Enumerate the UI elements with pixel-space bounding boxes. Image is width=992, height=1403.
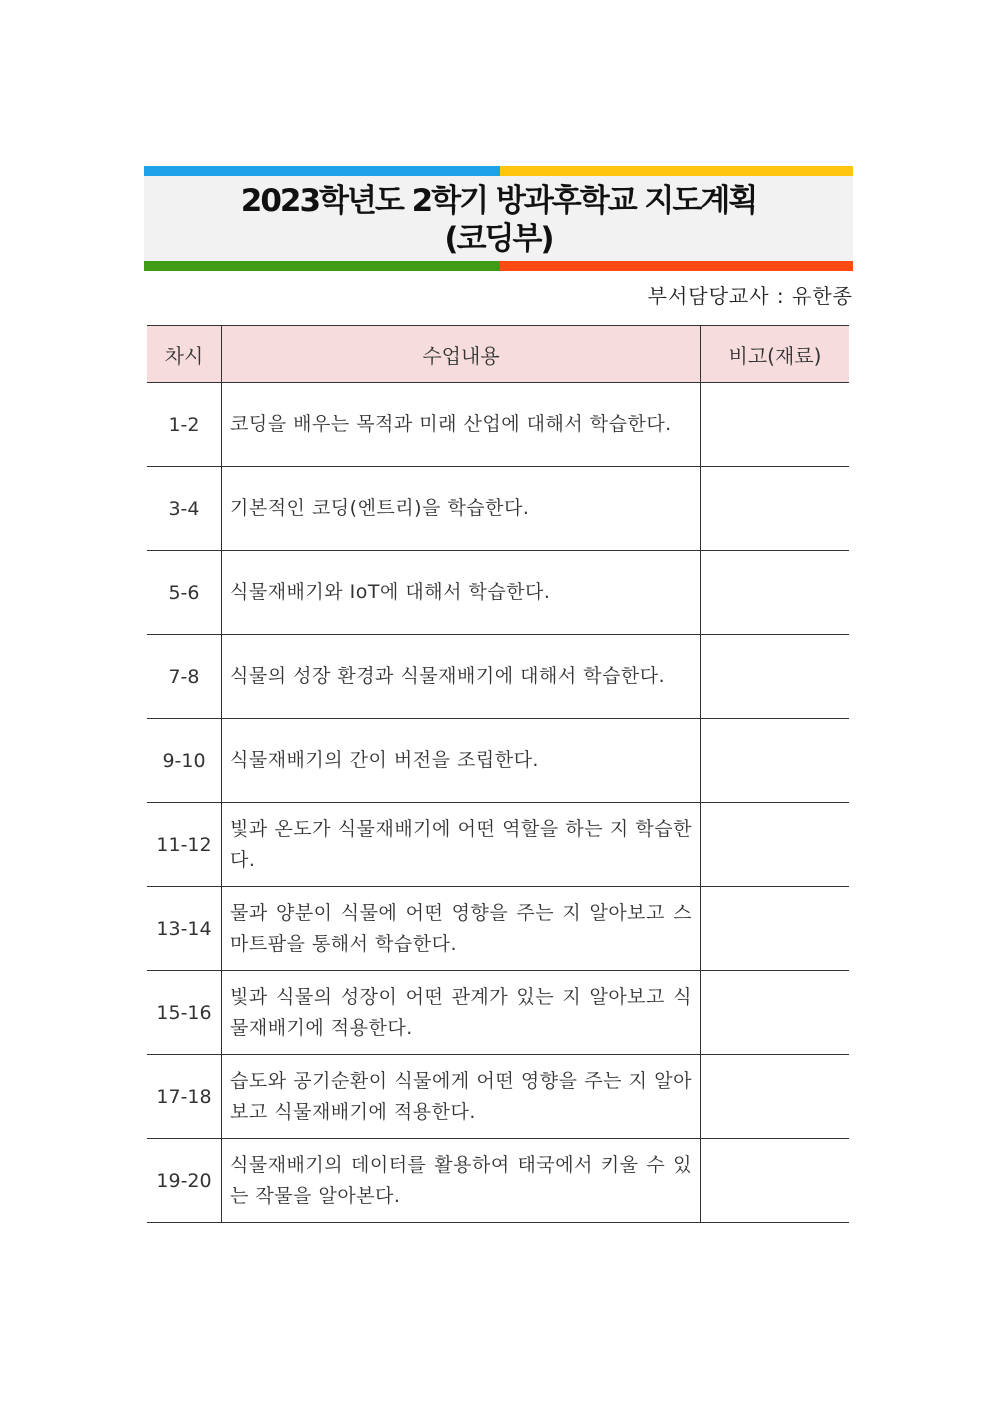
table-row [147, 383, 849, 467]
note-cell [701, 887, 850, 971]
note-cell [701, 635, 850, 719]
table-row [147, 635, 849, 719]
banner-bar-top-right [500, 166, 853, 176]
session-cell: 3-4 [147, 467, 222, 551]
teacher-in-charge: 부서담당교사 : 유한종 [647, 284, 853, 308]
page-title [144, 178, 853, 261]
content-cell: 빛과 식물의 성장이 어떤 관계가 있는 지 알아보고 식물재배기에 적용한다. [222, 971, 701, 1055]
column-header-content: 수업내용 [222, 326, 701, 383]
content-cell: 빛과 온도가 식물재배기에 어떤 역할을 하는 지 학습한다. [222, 803, 701, 887]
banner-bar-bottom-right [500, 261, 853, 271]
session-cell: 5-6 [147, 551, 222, 635]
content-cell: 물과 양분이 식물에 어떤 영향을 주는 지 알아보고 스마트팜을 통해서 학습한다. [222, 887, 701, 971]
table-header-row [147, 326, 849, 383]
content-cell: 식물재배기와 IoT에 대해서 학습한다. [222, 551, 701, 635]
title-line-2: (코딩부) [444, 220, 553, 257]
table-row [147, 887, 849, 971]
title-banner [144, 166, 853, 271]
session-cell: 1-2 [147, 383, 222, 467]
table-row [147, 1139, 849, 1223]
content-cell: 기본적인 코딩(엔트리)을 학습한다. [222, 467, 701, 551]
note-cell [701, 467, 850, 551]
table-row [147, 1055, 849, 1139]
content-cell: 식물재배기의 간이 버전을 조립한다. [222, 719, 701, 803]
session-cell: 9-10 [147, 719, 222, 803]
session-cell: 13-14 [147, 887, 222, 971]
table-row [147, 551, 849, 635]
column-header-note: 비고(재료) [701, 326, 850, 383]
session-cell: 19-20 [147, 1139, 222, 1223]
note-cell [701, 1139, 850, 1223]
lesson-plan-table [147, 325, 849, 1223]
content-cell: 습도와 공기순환이 식물에게 어떤 영향을 주는 지 알아보고 식물재배기에 적용한다. [222, 1055, 701, 1139]
content-cell: 식물의 성장 환경과 식물재배기에 대해서 학습한다. [222, 635, 701, 719]
table-row [147, 971, 849, 1055]
table-row [147, 719, 849, 803]
content-cell: 식물재배기의 데이터를 활용하여 태국에서 키울 수 있는 작물을 알아본다. [222, 1139, 701, 1223]
note-cell [701, 1055, 850, 1139]
column-header-session: 차시 [147, 326, 222, 383]
banner-bar-bottom-left [144, 261, 500, 271]
title-line-1: 2023학년도 2학기 방과후학교 지도계획 [240, 182, 757, 219]
session-cell: 11-12 [147, 803, 222, 887]
session-cell: 15-16 [147, 971, 222, 1055]
note-cell [701, 971, 850, 1055]
banner-bar-top-left [144, 166, 500, 176]
note-cell [701, 803, 850, 887]
content-cell: 코딩을 배우는 목적과 미래 산업에 대해서 학습한다. [222, 383, 701, 467]
note-cell [701, 719, 850, 803]
note-cell [701, 551, 850, 635]
session-cell: 7-8 [147, 635, 222, 719]
table-row [147, 803, 849, 887]
table-row [147, 467, 849, 551]
note-cell [701, 383, 850, 467]
session-cell: 17-18 [147, 1055, 222, 1139]
